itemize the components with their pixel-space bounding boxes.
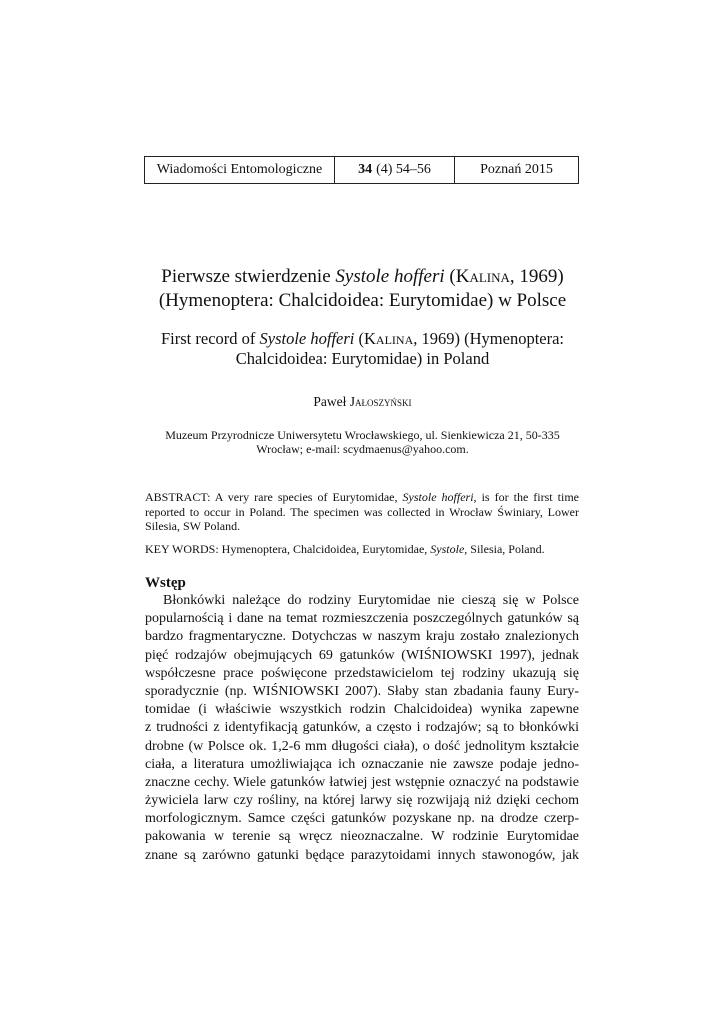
species-name: Systole hofferi bbox=[259, 329, 355, 348]
paragraph-line: tomidae (i właściwie wszystkich rodzin Chalcidoidea) wynika zapewne bbox=[145, 702, 579, 718]
paragraph-line: drobne (w Polsce ok. 1,2-6 mm długości ciała), o dość jednolitym kształcie bbox=[145, 738, 579, 754]
place-year: Poznań 2015 bbox=[480, 162, 553, 177]
genus-name: Systole bbox=[430, 542, 465, 556]
journal-name: Wiadomości Entomologiczne bbox=[145, 157, 335, 183]
paragraph-line: żywiciela larw czy rośliny, na której larwy się rozwijają niż dzięki cechom bbox=[145, 793, 579, 809]
title-polish-line1: Pierwsze stwierdzenie Systole hofferi (Kalina, 1969) bbox=[161, 266, 564, 287]
keywords: KEY WORDS: Hymenoptera, Chalcidoidea, Eurytomidae, Systole, Silesia, Poland. bbox=[145, 542, 545, 556]
paragraph-line: morfologicznym. Samce części gatunków pozyskane np. na drodze czerp- bbox=[145, 811, 579, 827]
paragraph-line: z trudności z identyfikacją gatunków, a często i rodzajów; są to błonkówki bbox=[145, 720, 579, 736]
paragraph-line: Błonkówki należące do rodziny Eurytomidae nie cieszą się w Polsce bbox=[163, 593, 579, 608]
paragraph-line: pakowania w terenie są wręcz nieoznaczalne. W rodzinie Eurytomidae bbox=[145, 829, 579, 845]
issue-pages: (4) 54–56 bbox=[376, 162, 431, 177]
paragraph-line: popularnością i dane na temat rozmieszczenia poszczególnych gatunków są bbox=[145, 611, 579, 627]
title-english-line1: First record of Systole hofferi (Kalina, 1969) (Hymenoptera: bbox=[160, 329, 564, 348]
article-author: Paweł Jałoszyński bbox=[313, 394, 412, 409]
section-heading: Wstęp bbox=[145, 575, 186, 591]
title-polish bbox=[100, 265, 625, 313]
paragraph-line: znaczne cechy. Wiele gatunków łatwiej jest wstępnie oznaczyć na podstawie bbox=[145, 774, 579, 790]
volume-number: 34 bbox=[358, 162, 373, 177]
journal-masthead bbox=[144, 156, 579, 184]
paragraph-line: bardzo fragmentaryczne. Dotychczas w naszym kraju zostało znalezionych bbox=[145, 629, 579, 645]
species-name: Systole hofferi bbox=[402, 490, 474, 504]
title-english-line2: Chalcidoidea: Eurytomidae) in Poland bbox=[235, 349, 490, 368]
author-affiliation: Muzeum Przyrodnicze Uniwersytetu Wrocławskiego, ul. Sienkiewicza 21, 50-335 Wrocław; e-mail: scydmaenus@yahoo.com. bbox=[165, 428, 560, 456]
taxon-author: Kalina bbox=[364, 329, 414, 348]
abstract: ABSTRACT: A very rare species of Eurytomidae, Systole hofferi, is for the first time reported to occur in Poland. The specimen was collected in Wrocław Świniary, Lower Silesia, SW Poland. bbox=[145, 490, 579, 533]
title-polish-line2: (Hymenoptera: Chalcidoidea: Eurytomidae) w Polsce bbox=[158, 290, 567, 311]
paragraph-line: pięć rodzajów obejmujących 69 gatunków (WIŚNIOWSKI 1997), jednak bbox=[145, 647, 579, 663]
paragraph-line: współczesne prace poświęcone przedstawicielom tej rodziny ukazują się bbox=[145, 665, 579, 681]
species-name: Systole hofferi bbox=[335, 266, 445, 287]
paragraph-line: ciała, a literatura umożliwiająca ich oznaczanie nie zawsze podaje jedno- bbox=[145, 756, 579, 772]
title-english bbox=[100, 329, 625, 369]
paragraph-line: sporadycznie (np. WIŚNIOWSKI 2007). Słaby stan zbadania fauny Eury- bbox=[145, 683, 579, 699]
paragraph-line: znane są zarówno gatunki będące parazytoidami innych stawonogów, jak bbox=[145, 847, 579, 863]
volume-pages bbox=[335, 157, 455, 183]
taxon-author: Kalina bbox=[455, 266, 510, 287]
body-paragraph bbox=[145, 592, 579, 865]
